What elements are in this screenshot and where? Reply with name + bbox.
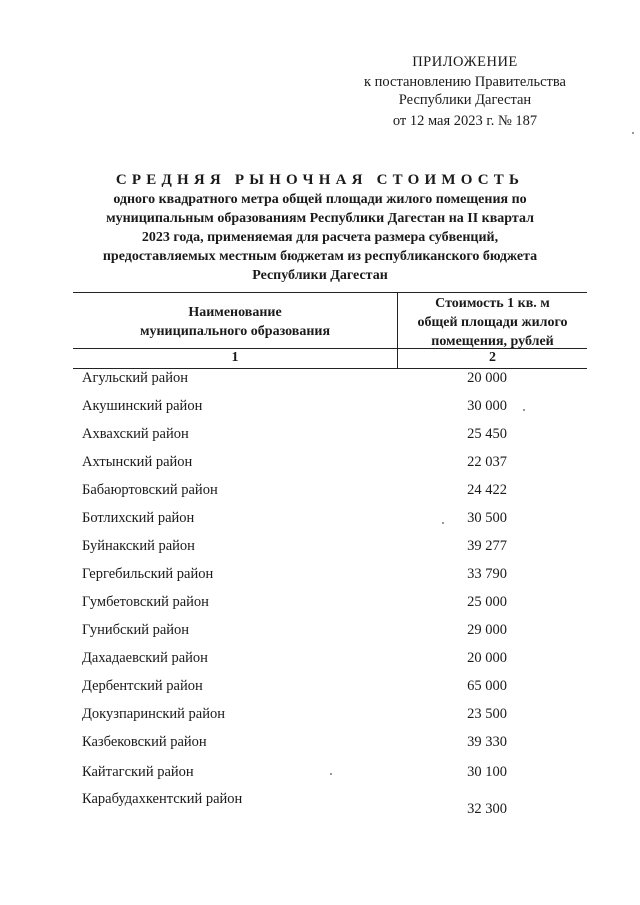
row-name: Ботлихский район	[82, 510, 195, 526]
header-cost-line: общей площади жилого	[417, 315, 568, 330]
header-cost-line: Стоимость 1 кв. м	[435, 296, 550, 311]
subtitle-line: муниципальным образованиям Республики Дагестан на II квартал	[106, 211, 534, 226]
row-name: Казбековский район	[82, 734, 207, 750]
subtitle-line: одного квадратного метра общей площади жилого помещения по	[113, 192, 527, 207]
document-title: СРЕДНЯЯ РЫНОЧНАЯ СТОИМОСТЬ	[115, 172, 525, 188]
row-value: 30 000	[467, 398, 507, 414]
header-cost	[398, 294, 587, 351]
appendix-line-republic: Республики Дагестан	[398, 92, 532, 108]
row-name: Докузпаринский район	[82, 706, 226, 722]
row-name: Акушинский район	[82, 398, 203, 414]
scan-speck	[632, 132, 634, 134]
subtitle-line: 2023 года, применяемая для расчета размера субвенций,	[141, 230, 499, 245]
appendix-heading: ПРИЛОЖЕНИЕ	[412, 54, 518, 70]
row-value: 39 277	[467, 538, 507, 554]
row-value: 32 300	[467, 801, 507, 817]
row-value: 29 000	[467, 622, 507, 638]
scan-speck	[442, 522, 444, 524]
row-value: 65 000	[467, 678, 507, 694]
row-name: Агульский район	[82, 370, 188, 386]
row-name: Буйнакский район	[82, 538, 195, 554]
row-name: Гунибский район	[82, 622, 190, 638]
row-value: 20 000	[467, 370, 507, 386]
row-value: 24 422	[467, 482, 507, 498]
row-value: 33 790	[467, 566, 507, 582]
row-value: 20 000	[467, 650, 507, 666]
row-name: Гумбетовский район	[82, 594, 209, 610]
row-value: 25 000	[467, 594, 507, 610]
row-name: Ахвахский район	[82, 426, 189, 442]
row-value: 30 500	[467, 510, 507, 526]
row-name: Дахадаевский район	[82, 650, 208, 666]
appendix-line-date: от 12 мая 2023 г. № 187	[392, 113, 538, 129]
table-number-divider	[73, 368, 587, 369]
scan-speck	[523, 409, 525, 411]
row-name: Бабаюртовский район	[82, 482, 218, 498]
document-subtitle	[70, 190, 570, 285]
row-name: Кайтагский район	[82, 764, 194, 780]
scan-speck	[330, 773, 332, 775]
row-name: Ахтынский район	[82, 454, 193, 470]
header-cost-line: помещения, рублей	[431, 334, 554, 349]
row-name: Дербентский район	[82, 678, 203, 694]
subtitle-line: Республики Дагестан	[252, 268, 388, 283]
header-municipality	[73, 303, 397, 341]
column-number-2: 2	[489, 350, 496, 365]
row-value: 39 330	[467, 734, 507, 750]
row-name: Карабудахкентский район	[82, 791, 243, 807]
column-number-1: 1	[231, 350, 239, 365]
row-name: Гергебильский район	[82, 566, 214, 582]
row-value: 22 037	[467, 454, 507, 470]
appendix-line-resolution: к постановлению Правительства	[364, 74, 566, 90]
subtitle-line: предоставляемых местным бюджетам из республиканского бюджета	[102, 249, 538, 264]
header-municipality-line: Наименование	[188, 305, 282, 320]
table-top-border	[73, 292, 587, 293]
row-value: 25 450	[467, 426, 507, 442]
header-municipality-line: муниципального образования	[139, 324, 331, 339]
row-value: 23 500	[467, 706, 507, 722]
row-value: 30 100	[467, 764, 507, 780]
